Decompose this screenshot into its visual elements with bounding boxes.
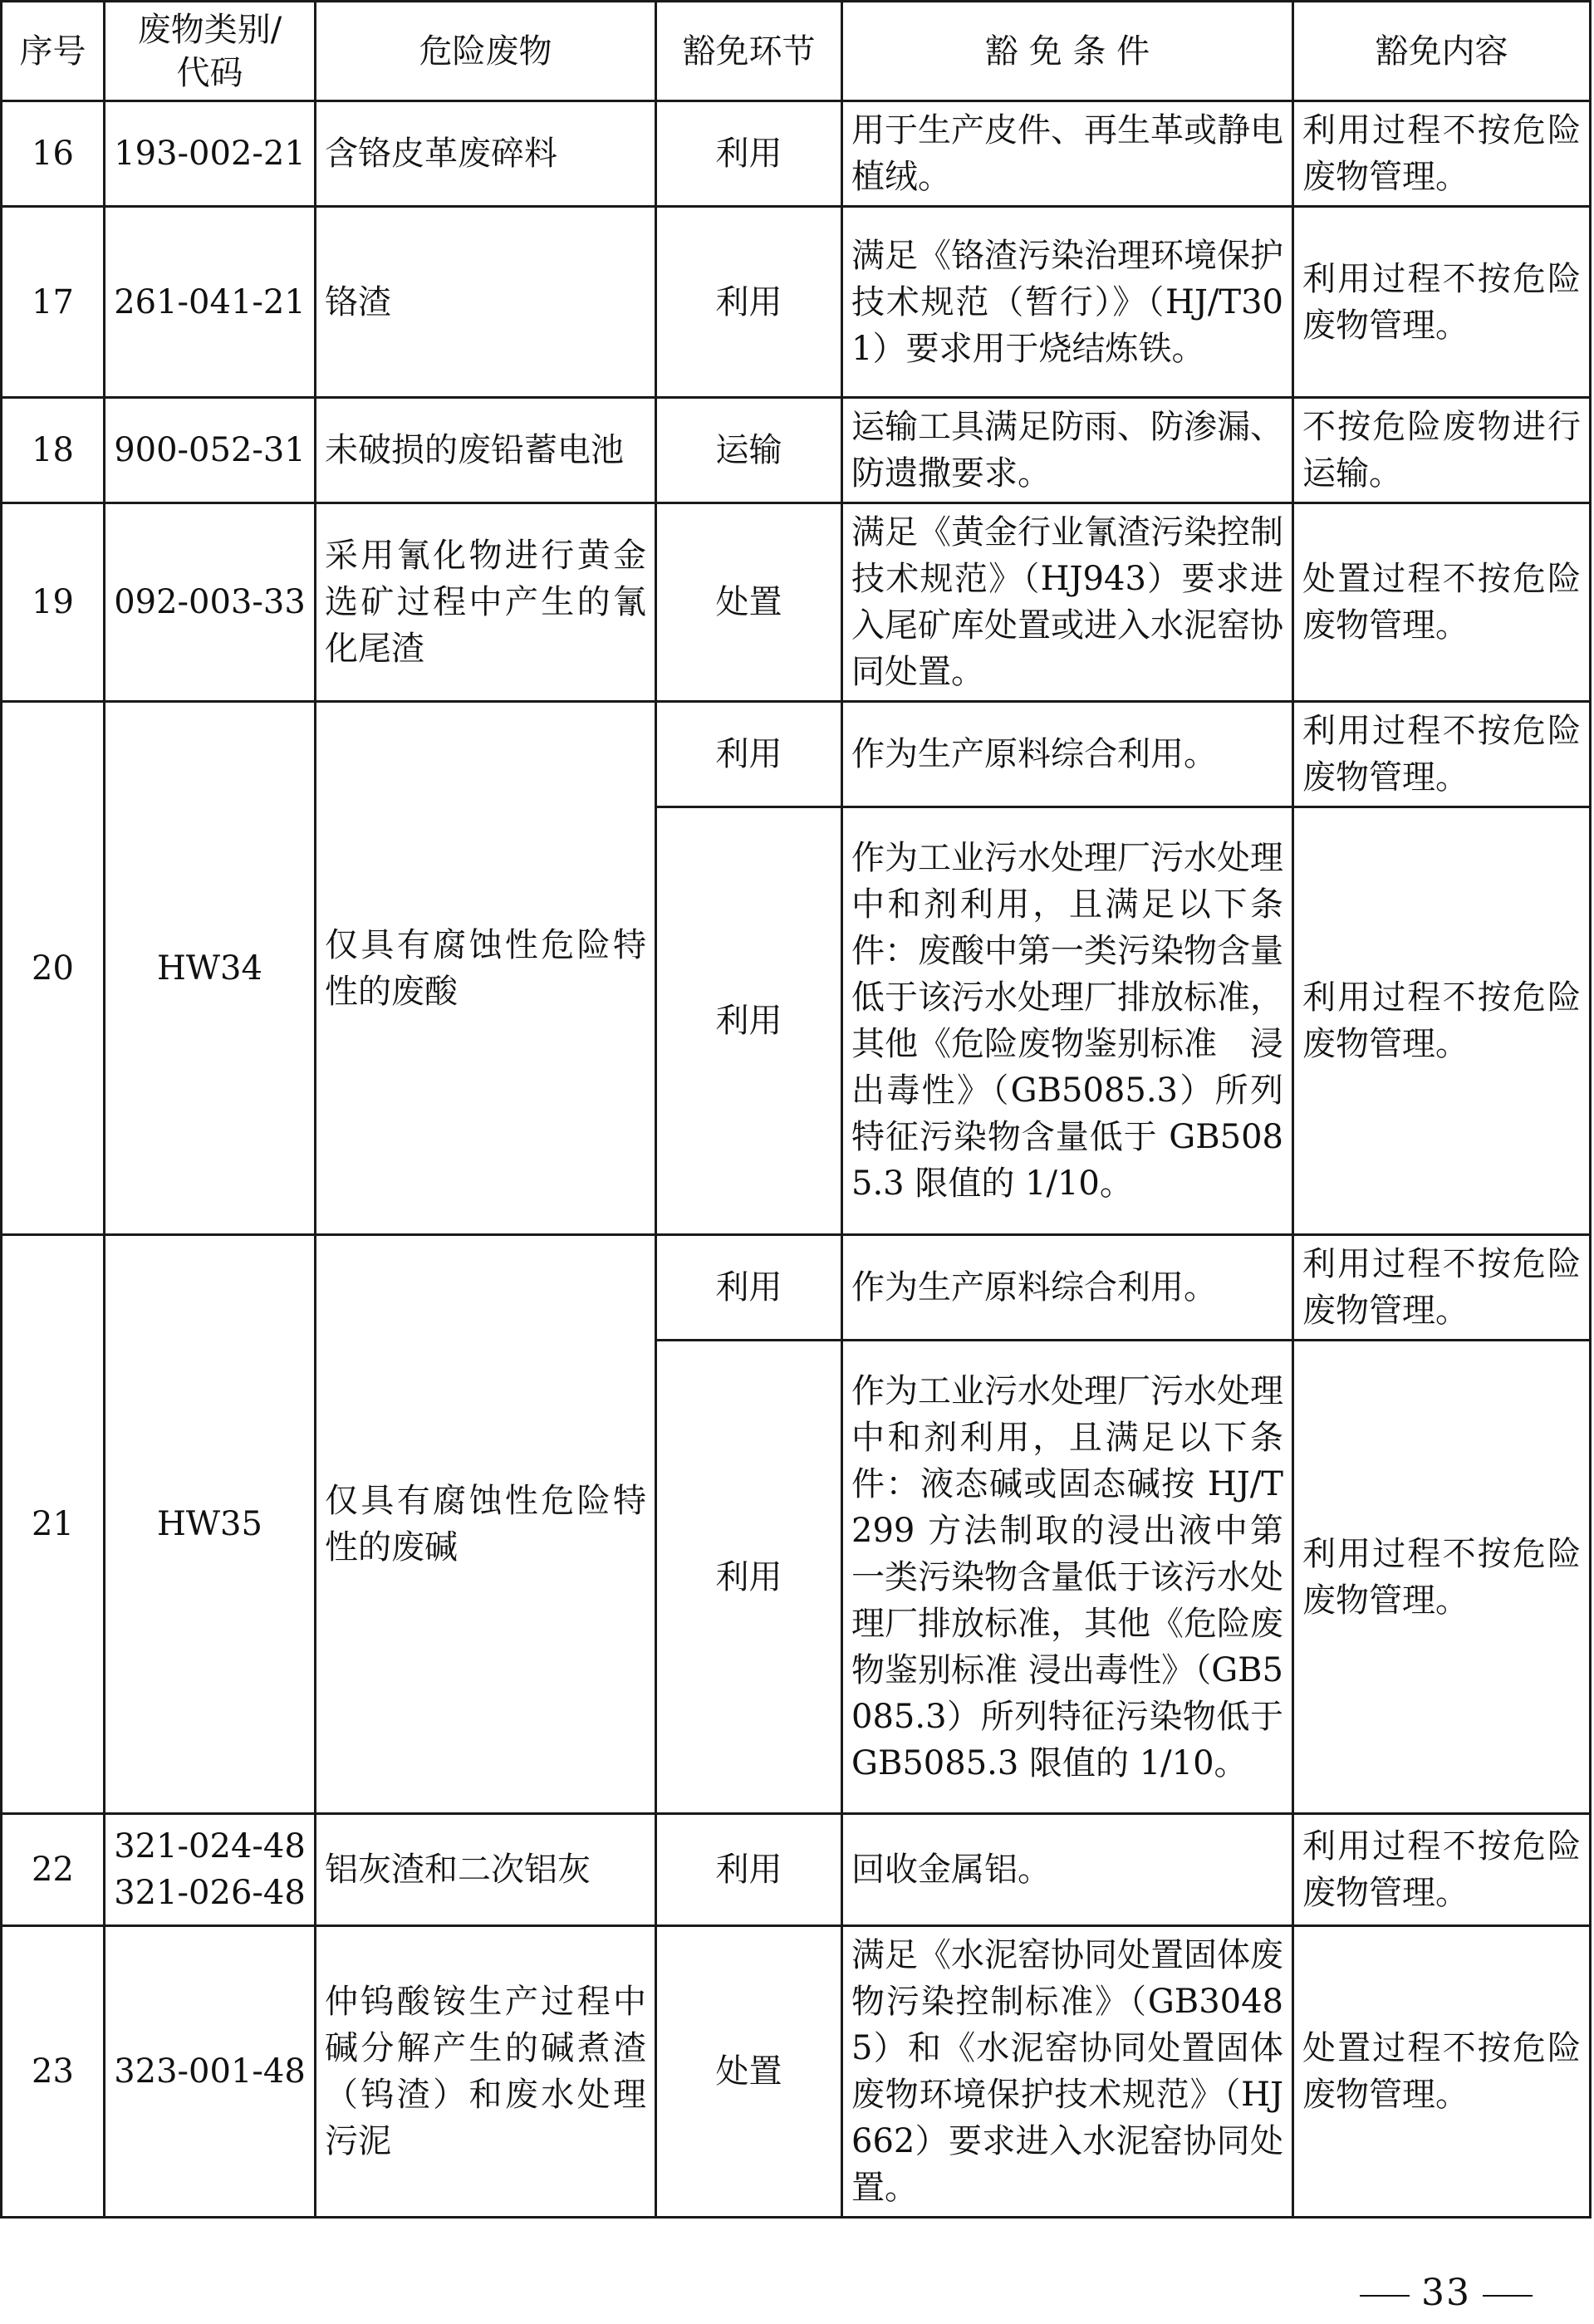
row-waste: 含铬皮革废碎料 — [316, 101, 656, 207]
row-stage: 利用 — [656, 1814, 842, 1926]
row-stage: 运输 — [656, 398, 842, 503]
row-content: 利用过程不按危险废物管理。 — [1293, 207, 1591, 398]
row-condition: 满足《铬渣污染治理环境保护技术规范（暂行）》（HJ/T301）要求用于烧结炼铁。 — [842, 207, 1293, 398]
row-code: 193-002-21 — [105, 101, 316, 207]
row-condition: 作为工业污水处理厂污水处理中和剂利用，且满足以下条件：液态碱或固态碱按 HJ/T 299 方法制取的浸出液中第一类污染物含量低于该污水处理厂排放标准，其他《危险废物鉴别标准 浸出毒性》（GB5085.3）所列特征污染物低于 GB5085.3 限值的 1/10。 — [842, 1341, 1293, 1814]
table-row — [2, 101, 1591, 207]
row-waste: 仅具有腐蚀性危险特性的废碱 — [316, 1235, 656, 1814]
row-waste: 未破损的废铅蓄电池 — [316, 398, 656, 503]
row-waste: 铝灰渣和二次铝灰 — [316, 1814, 656, 1926]
dash-left — [1360, 2295, 1410, 2297]
row-condition: 回收金属铝。 — [842, 1814, 1293, 1926]
table-row — [2, 503, 1591, 702]
table-row — [2, 398, 1591, 503]
row-condition: 满足《水泥窑协同处置固体废物污染控制标准》（GB30485）和《水泥窑协同处置固体废物环境保护技术规范》（HJ662）要求进入水泥窑协同处置。 — [842, 1926, 1293, 2218]
dash-right — [1483, 2295, 1533, 2297]
row-stage: 处置 — [656, 1926, 842, 2218]
row-content: 利用过程不按危险废物管理。 — [1293, 1341, 1591, 1814]
row-no: 16 — [2, 101, 105, 207]
row-no: 17 — [2, 207, 105, 398]
table-row — [2, 1814, 1591, 1926]
code-line: 321-026-48 — [114, 1874, 306, 1912]
row-code: HW34 — [105, 702, 316, 1235]
code-line: 321-024-48 — [114, 1827, 306, 1866]
header-waste: 危险废物 — [316, 2, 656, 101]
row-stage: 利用 — [656, 1235, 842, 1341]
row-content: 处置过程不按危险废物管理。 — [1293, 1926, 1591, 2218]
row-stage: 利用 — [656, 207, 842, 398]
row-code: 323-001-48 — [105, 1926, 316, 2218]
row-content: 利用过程不按危险废物管理。 — [1293, 807, 1591, 1235]
row-condition: 运输工具满足防雨、防渗漏、防遗撒要求。 — [842, 398, 1293, 503]
row-no: 19 — [2, 503, 105, 702]
table-row — [2, 1926, 1591, 2218]
header-code: 废物类别/ 代码 — [105, 2, 316, 101]
row-stage: 处置 — [656, 503, 842, 702]
row-no: 22 — [2, 1814, 105, 1926]
row-waste: 仅具有腐蚀性危险特性的废酸 — [316, 702, 656, 1235]
row-code: 900-052-31 — [105, 398, 316, 503]
row-content: 利用过程不按危险废物管理。 — [1293, 1235, 1591, 1341]
row-stage: 利用 — [656, 702, 842, 807]
header-content: 豁免内容 — [1293, 2, 1591, 101]
row-code: 092-003-33 — [105, 503, 316, 702]
row-content: 利用过程不按危险废物管理。 — [1293, 101, 1591, 207]
row-no: 21 — [2, 1235, 105, 1814]
row-no: 20 — [2, 702, 105, 1235]
row-condition: 作为工业污水处理厂污水处理中和剂利用，且满足以下条件：废酸中第一类污染物含量低于该污水处理厂排放标准，其他《危险废物鉴别标准 浸出毒性》（GB5085.3）所列特征污染物含量低于 GB5085.3 限值的 1/10。 — [842, 807, 1293, 1235]
row-waste: 仲钨酸铵生产过程中碱分解产生的碱煮渣（钨渣）和废水处理污泥 — [316, 1926, 656, 2218]
row-stage: 利用 — [656, 101, 842, 207]
table-header-row — [2, 2, 1591, 101]
row-condition: 作为生产原料综合利用。 — [842, 1235, 1293, 1341]
row-waste: 铬渣 — [316, 207, 656, 398]
row-code — [105, 1814, 316, 1926]
row-content: 不按危险废物进行运输。 — [1293, 398, 1591, 503]
row-condition: 作为生产原料综合利用。 — [842, 702, 1293, 807]
header-no: 序号 — [2, 2, 105, 101]
row-code: HW35 — [105, 1235, 316, 1814]
page-number-value: 33 — [1421, 2272, 1471, 2314]
row-stage: 利用 — [656, 807, 842, 1235]
row-condition: 用于生产皮件、再生革或静电植绒。 — [842, 101, 1293, 207]
row-stage: 利用 — [656, 1341, 842, 1814]
row-waste: 采用氰化物进行黄金选矿过程中产生的氰化尾渣 — [316, 503, 656, 702]
table-row — [2, 1235, 1591, 1341]
row-no: 23 — [2, 1926, 105, 2218]
row-condition: 满足《黄金行业氰渣污染控制技术规范》（HJ943）要求进入尾矿库处置或进入水泥窑协同处置。 — [842, 503, 1293, 702]
page-number — [1348, 2272, 1544, 2314]
row-content: 处置过程不按危险废物管理。 — [1293, 503, 1591, 702]
row-content: 利用过程不按危险废物管理。 — [1293, 702, 1591, 807]
header-stage: 豁免环节 — [656, 2, 842, 101]
row-no: 18 — [2, 398, 105, 503]
header-condition: 豁 免 条 件 — [842, 2, 1293, 101]
table-row — [2, 207, 1591, 398]
table-row — [2, 702, 1591, 807]
row-content: 利用过程不按危险废物管理。 — [1293, 1814, 1591, 1926]
row-code: 261-041-21 — [105, 207, 316, 398]
